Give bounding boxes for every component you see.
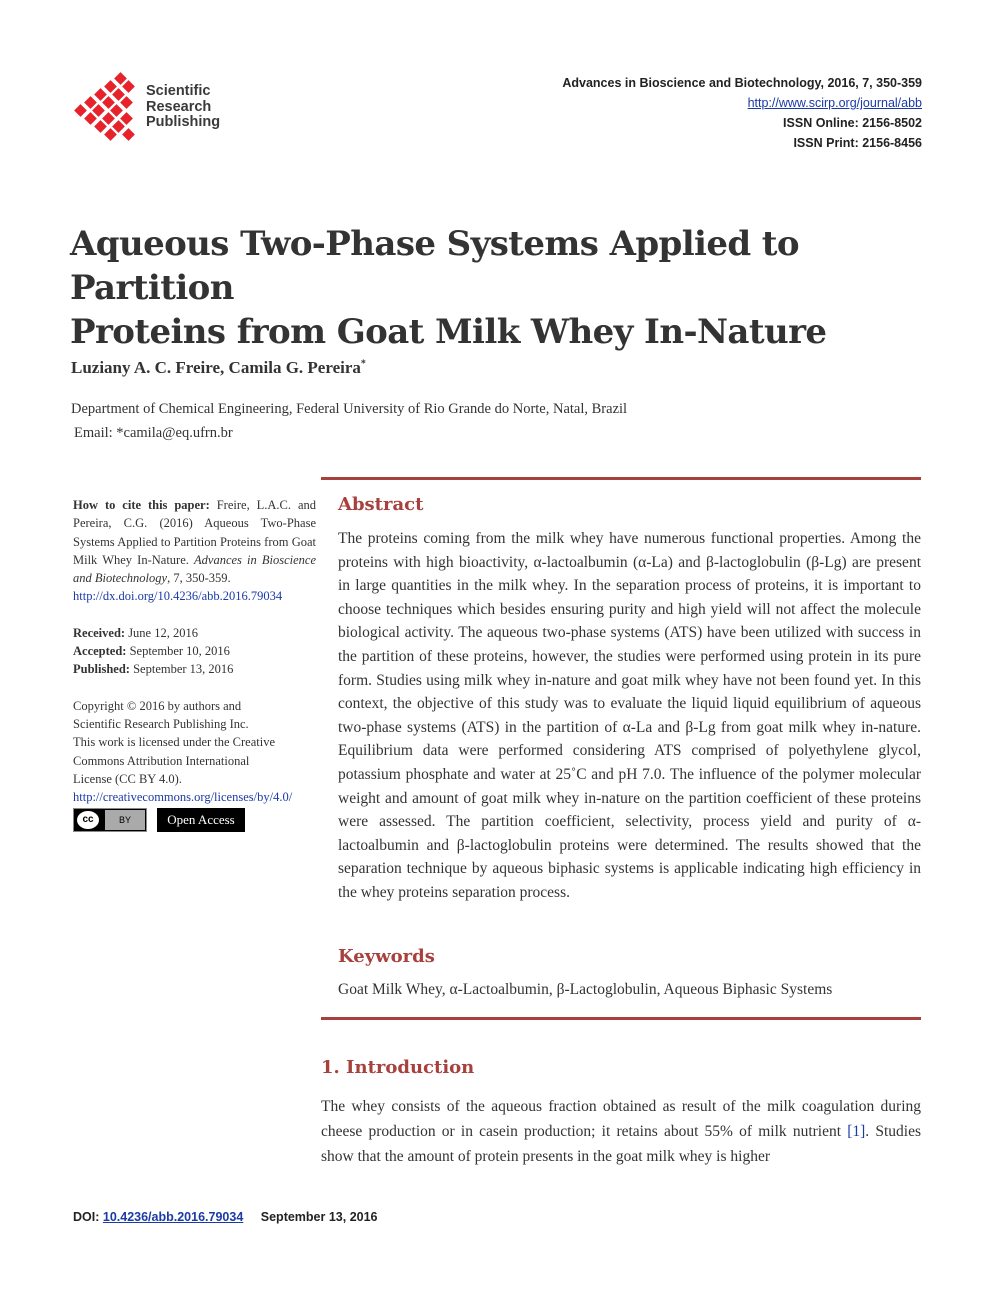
journal-citation: Advances in Bioscience and Biotechnology, 2016, 7, 350-359 bbox=[562, 76, 922, 90]
issn-online: ISSN Online: 2156-8502 bbox=[783, 116, 922, 130]
footer-date: September 13, 2016 bbox=[260, 1210, 378, 1224]
journal-info bbox=[562, 73, 922, 153]
doi-label: DOI: bbox=[73, 1210, 100, 1224]
logo-diamond-grid bbox=[74, 72, 135, 141]
cc-by-badge[interactable] bbox=[73, 808, 147, 832]
reference-link[interactable]: [1] bbox=[847, 1123, 866, 1141]
paper-title: Aqueous Two-Phase Systems Applied to Partition Proteins from Goat Milk Whey In-Nature bbox=[70, 224, 827, 352]
abstract-bottom-rule bbox=[321, 1017, 921, 1020]
affiliation: Department of Chemical Engineering, Federal University of Rio Grande do Norte, Natal, Brazil bbox=[71, 401, 628, 417]
email: Email: *camila@eq.ufrn.br bbox=[74, 425, 233, 441]
open-access-badge[interactable]: Open Access bbox=[157, 808, 245, 832]
doi-link[interactable]: http://dx.doi.org/10.4236/abb.2016.79034 bbox=[73, 589, 283, 604]
introduction-text: The whey consists of the aqueous fraction obtained as result of the milk coagulation during cheese production or in casein production; it retains about 55% of milk nutrient [1]. Studies show that the amount of protein presents in the goat milk whey is higher bbox=[321, 1098, 921, 1166]
cc-icon: cc bbox=[77, 811, 99, 829]
keywords-heading: Keywords bbox=[338, 946, 435, 967]
footer-doi-link[interactable]: 10.4236/abb.2016.79034 bbox=[102, 1210, 244, 1224]
abstract-heading: Abstract bbox=[338, 494, 424, 515]
publisher-name: Scientific Research Publishing bbox=[146, 83, 221, 130]
footer bbox=[73, 1210, 378, 1224]
sidebar-info bbox=[73, 496, 316, 832]
introduction-heading: 1. Introduction bbox=[321, 1057, 475, 1078]
abstract-text: The proteins coming from the milk whey have numerous functional properties. Among the proteins with high bioactivity, α-lactoalbumin (α-La) and β-lactoglobulin (β-Lg) are present in large quantities in the milk whey. In the separation process of proteins, it is important to choose techniques which besides ensuring purity and high yield will not affect the molecule biological activity. The aqueous two-phase systems (ATS) have been utilized with success in the partition of these proteins, however, the studies were performed using protein in its pure form. Studies using milk whey in-nature and goat milk whey have not been found yet. In this context, the objective of this study was to evaluate the liquid liquid equilibrium of aqueous two-phase systems (ATS) in the partition of α-La and β-Lg from goat milk whey in-nature. Equilibrium data were performed considering ATS comprised of polyethylene glycol, potassium phosphate and water at 25˚C and pH 7.0. The influence of the polymer molecular weight and amount of goat milk whey in-nature on the partition coefficient of these proteins were assessed. The partition coefficient, selectivity, process yield and purity of α-lactoalbumin and β-lactoglobulin proteins were determined. The results showed that the separation technique by aqueous biphasic systems is applicable indicating high efficiency in the whey proteins separation process. bbox=[338, 530, 921, 901]
keywords-text: Goat Milk Whey, α-Lactoalbumin, β-Lactoglobulin, Aqueous Biphasic Systems bbox=[338, 981, 833, 998]
by-icon: BY bbox=[105, 810, 145, 830]
license-link[interactable]: http://creativecommons.org/licenses/by/4.0/ bbox=[73, 790, 293, 805]
journal-url-link[interactable]: http://www.scirp.org/journal/abb bbox=[747, 96, 922, 110]
copyright-notice: Copyright © 2016 by authors and Scientific Research Publishing Inc. This work is licensed under the Creative Commons Attribution International License (CC BY 4.0). http://creativecommons.org/licenses/by/4.0/ bbox=[73, 698, 293, 805]
issn-print: ISSN Print: 2156-8456 bbox=[793, 136, 922, 150]
received-date: Received: June 12, 2016 bbox=[73, 625, 198, 640]
corresponding-author-mark: * bbox=[360, 358, 366, 370]
published-date: Published: September 13, 2016 bbox=[73, 662, 234, 677]
citation-block: How to cite this paper: Freire, L.A.C. and Pereira, C.G. (2016) Aqueous Two-Phase Systems Applied to Partition Proteins from Goat Milk Whey In-Nature. Advances in Bioscience and Biotechnology, 7, 350-359. http://dx.doi.org/10.4236/abb.2016.79034 bbox=[73, 498, 317, 604]
abstract-top-rule bbox=[321, 477, 921, 480]
accepted-date: Accepted: September 10, 2016 bbox=[73, 644, 230, 659]
authors: Luziany A. C. Freire, Camila G. Pereira* bbox=[71, 358, 366, 377]
